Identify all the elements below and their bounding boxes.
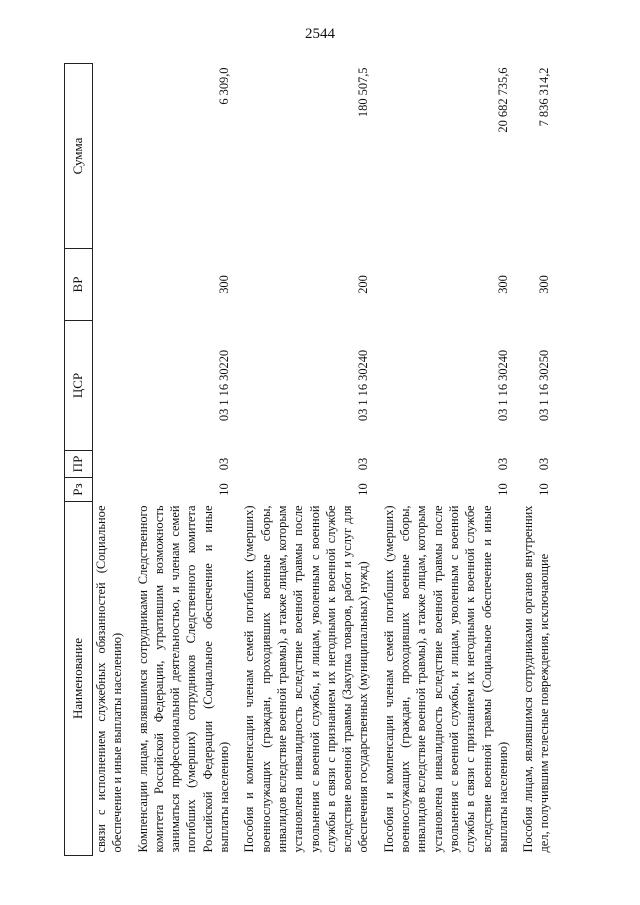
row-name: связи с исполнением служебных обязанностей (Социальное обеспечение и иные выплаты населению): [94, 505, 125, 853]
header-rz: Рз: [65, 478, 93, 502]
row-name: Компенсации лицам, являвшимся сотрудниками Следственного комитета Российской Федерации, утратившим возможность заниматься профессиональной деятельностью, и членам семей погибших (умерших) сотрудников Следственного комитета Российской Федерации (Социальное обеспечение и иные выплаты населению): [135, 505, 232, 853]
row-pr: 03: [217, 457, 232, 471]
table-row: [381, 64, 514, 856]
table-row: [520, 64, 556, 856]
row-pr: 03: [356, 457, 371, 471]
row-csr: 03 1 16 30240: [356, 349, 371, 422]
row-rz: 10: [356, 483, 371, 496]
row-vr: [93, 249, 129, 321]
row-rz: 10: [537, 483, 552, 496]
budget-table: [64, 63, 556, 856]
table-header-row: [65, 64, 93, 856]
row-vr: 300: [217, 275, 232, 294]
row-csr: 03 1 16 30240: [495, 349, 510, 422]
row-pr: [93, 451, 129, 478]
row-sum: 20 682 735,6: [495, 67, 510, 133]
page-number: 2544: [305, 26, 335, 42]
row-sum: 6 309,0: [217, 67, 232, 105]
row-pr: 03: [537, 457, 552, 471]
header-pr: ПР: [65, 451, 93, 478]
row-csr: 03 1 16 30250: [537, 349, 552, 422]
row-name: Пособия и компенсации членам семей погибших (умерших) военнослужащих (граждан, проходивших военные сборы, инвалидов вследствие военной травмы), а также лицам, которым установлена инвалидность вследствие военной травмы после увольнения с военной службы, и лицам, уволенным с военной службы в связи с признанием их негодными к военной службе вследствие военной травмы (Закупка товаров, работ и услуг для обеспечения государственных (муниципальных) нужд): [242, 505, 371, 853]
row-vr: 200: [356, 275, 371, 294]
row-vr: 300: [537, 275, 552, 294]
table-row: [241, 64, 374, 856]
row-rz: 10: [217, 483, 232, 496]
header-csr: ЦСР: [65, 321, 93, 451]
row-csr: [93, 321, 129, 451]
row-vr: 300: [495, 275, 510, 294]
row-pr: 03: [495, 457, 510, 471]
row-rz: 10: [495, 483, 510, 496]
row-sum: 7 836 314,2: [537, 67, 552, 127]
header-name: Наименование: [65, 502, 93, 856]
row-sum: [93, 64, 129, 249]
budget-table-rotated: [64, 64, 609, 856]
row-name: Пособия лицам, являвшимся сотрудниками органов внутренних дел, получившим телесные повреждения, исключающие: [521, 505, 552, 853]
row-rz: [93, 478, 129, 502]
header-sum: Сумма: [65, 64, 93, 249]
row-sum: 180 507,5: [356, 67, 371, 118]
table-row: [93, 64, 129, 856]
row-csr: 03 1 16 30220: [217, 349, 232, 422]
table-row: [135, 64, 236, 856]
header-vr: ВР: [65, 249, 93, 321]
row-name: Пособия и компенсации членам семей погибших (умерших) военнослужащих (граждан, проходивших военные сборы, инвалидов вследствие военной травмы), а также лицам, которым установлена инвалидность вследствие военной травмы после увольнения с военной службы, и лицам, уволенным с военной службы в связи с признанием их негодными к военной службе вследствие военной травмы (Социальное обеспечение и иные выплаты населению): [381, 505, 510, 853]
